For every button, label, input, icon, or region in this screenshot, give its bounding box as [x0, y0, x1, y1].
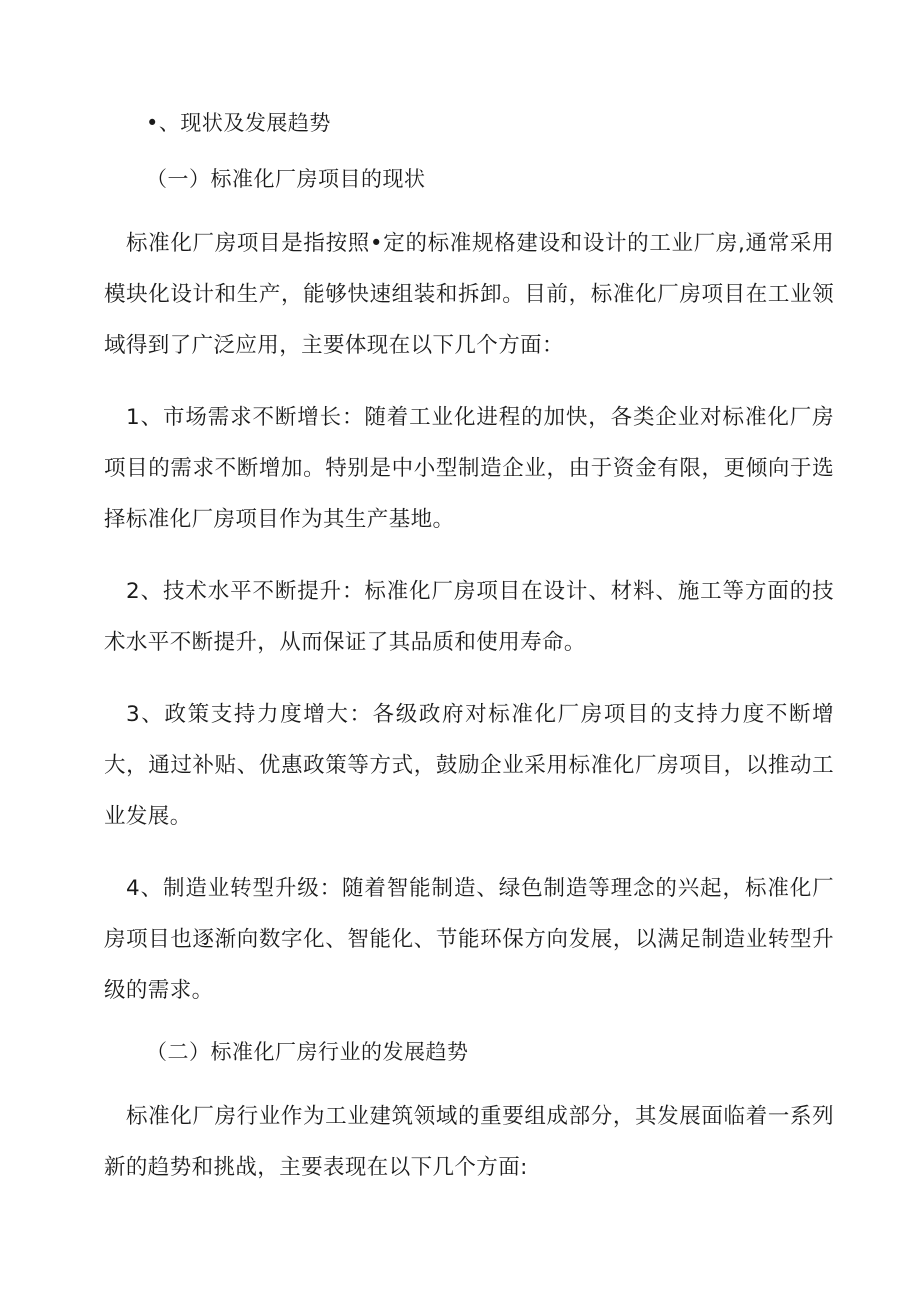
subsection-heading-2: （二）标准化厂房行业的发展趋势: [146, 1040, 469, 1064]
paragraph-intro-2: 标准化厂房行业作为工业建筑领域的重要组成部分，其发展面临着一系列新的趋势和挑战，主要表现在以下几个方面:: [104, 1104, 834, 1180]
paragraph-intro-1: 标准化厂房项目是指按照•定的标准规格建设和设计的工业厂房,通常采用模块化设计和生产，能够快速组装和拆卸。目前，标准化厂房项目在工业领域得到了广泛应用，主要体现在以下几个方面：: [104, 231, 834, 358]
list-item-4: 4、制造业转型升级：随着智能制造、绿色制造等理念的兴起，标准化厂房项目也逐渐向数字化、智能化、节能环保方向发展，以满足制造业转型升级的需求。: [104, 876, 834, 1003]
list-item-2: 2、技术水平不断提升：标准化厂房项目在设计、材料、施工等方面的技术水平不断提升，从而保证了其品质和使用寿命。: [104, 579, 834, 655]
section-heading: •、现状及发展趋势: [146, 111, 331, 135]
subsection-heading-1: （一）标准化厂房项目的现状: [146, 167, 426, 191]
document-body: [104, 108, 834, 1214]
list-item-1: 1、市场需求不断增长：随着工业化进程的加快，各类企业对标准化厂房项目的需求不断增加。特别是中小型制造企业，由于资金有限，更倾向于选择标准化厂房项目作为其生产基地。: [104, 405, 834, 532]
list-item-3: 3、政策支持力度增大：各级政府对标准化厂房项目的支持力度不断增大，通过补贴、优惠政策等方式，鼓励企业采用标准化厂房项目，以推动工业发展。: [104, 702, 834, 829]
